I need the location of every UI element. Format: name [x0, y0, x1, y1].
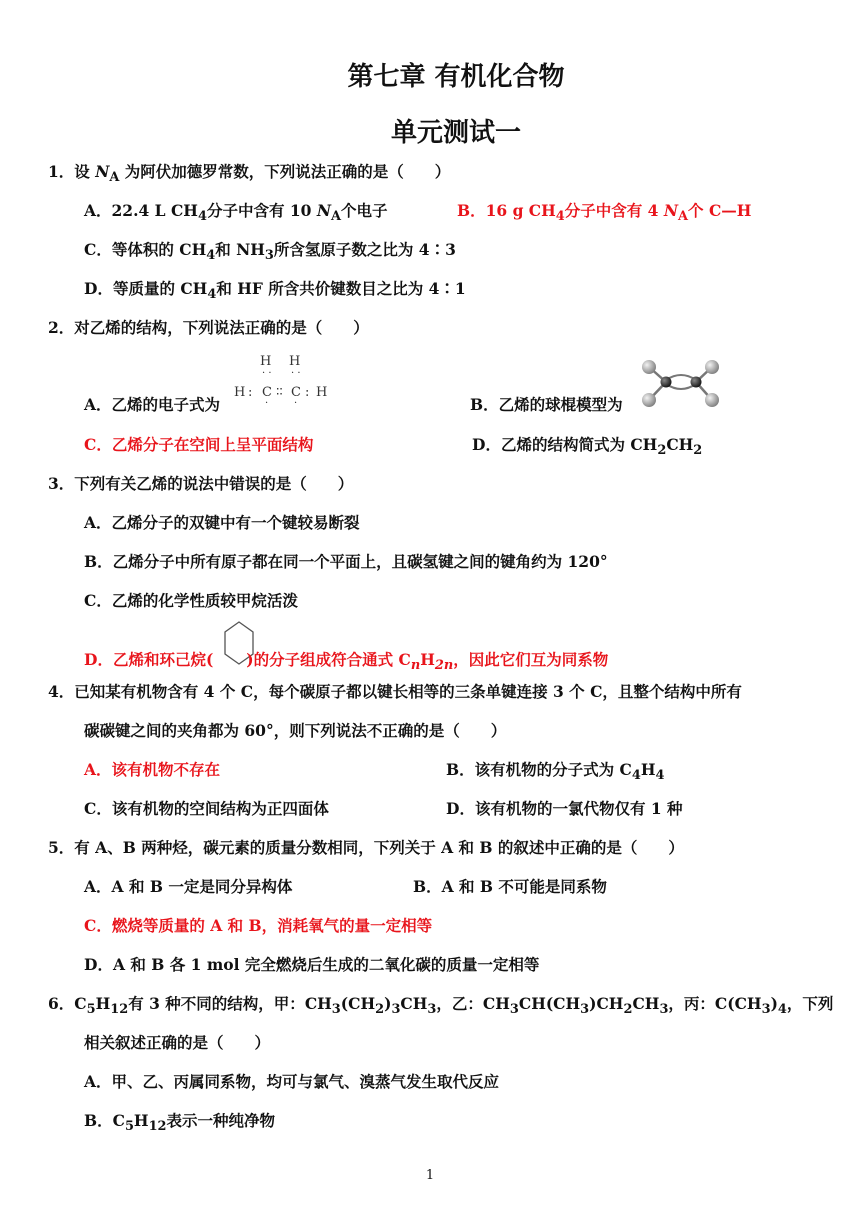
q2-option-d: D．乙烯的结构简式为 $CH_2CH_2$	[472, 435, 703, 459]
page-number: 1	[425, 1168, 435, 1183]
q4-option-d: D．该有机物的一氯代物仅有 1 种	[446, 799, 683, 818]
q1-option-a: A．22.4 L $CH_4$分子中含有 10 $N_A$个电子	[84, 201, 388, 225]
q4-stem-line1: 4．已知某有机物含有 4 个 C，每个碳原子都以键长相等的三条单键连接 3 个 C，且整个结构中所有	[48, 682, 742, 701]
q5-option-a: A．A 和 B 一定是同分异构体	[84, 877, 293, 896]
q5-option-c: C．燃烧等质量的 A 和 B，消耗氧气的量一定相等	[84, 916, 433, 935]
q4-option-c: C．该有机物的空间结构为正四面体	[84, 799, 329, 818]
q6-option-a: A．甲、乙、丙属同系物，均可与氯气、溴蒸气发生取代反应	[84, 1072, 500, 1091]
q5-stem: 5．有 A、B 两种烃，碳元素的质量分数相同，下列关于 A 和 B 的叙述中正确的是（ ）	[48, 838, 684, 857]
q1-stem: 1．设 $N_A$ 为阿伏加德罗常数，下列说法正确的是（ ）	[48, 162, 451, 186]
page-title: 第七章 有机化合物	[347, 62, 565, 92]
q4-option-b: B．该有机物的分子式为 $C_4H_4$	[446, 760, 665, 784]
q1-option-b: B．16 g $CH_4$分子中含有 4 $N_A$个 C—H	[457, 201, 752, 225]
page-subtitle: 单元测试一	[390, 118, 521, 148]
q6-option-b: B．$C_5H_{12}$表示一种纯净物	[84, 1111, 276, 1135]
q5-option-d: D．A 和 B 各 1 mol 完全燃烧后生成的二氧化碳的质量一定相等	[84, 955, 540, 974]
q2-stem: 2．对乙烯的结构，下列说法正确的是（ ）	[48, 318, 369, 337]
q6-stem-line2: 相关叙述正确的是（ ）	[84, 1033, 271, 1052]
q4-stem-line2: 碳碳键之间的夹角都为 60°，则下列说法不正确的是（ ）	[84, 721, 507, 740]
q2-option-a: A．乙烯的电子式为	[84, 395, 221, 414]
q3-option-a: A．乙烯分子的双键中有一个键较易断裂	[84, 513, 360, 532]
q3-stem: 3．下列有关乙烯的说法中错误的是（ ）	[48, 474, 354, 493]
q2-option-c: C．乙烯分子在空间上呈平面结构	[84, 435, 314, 454]
q5-option-b: B．A 和 B 不可能是同系物	[413, 877, 607, 896]
q1-option-c: C．等体积的 $CH_4$和 $NH_3$所含氢原子数之比为 4∶3	[84, 240, 456, 264]
q4-option-a: A．该有机物不存在	[84, 760, 221, 779]
q2-option-b: B．乙烯的球棍模型为	[470, 395, 623, 414]
q1-option-d: D．等质量的 $CH_4$和 HF 所含共价键数目之比为 4∶1	[84, 279, 466, 303]
ethylene-electron-formula: H H · · · · H : C ∶∶ C : H · ·	[234, 354, 328, 409]
q3-option-d: D．乙烯和环己烷( )的分子组成符合通式 $C_nH_{2n}$，因此它们互为同系物	[84, 650, 609, 674]
q3-option-c: C．乙烯的化学性质较甲烷活泼	[84, 591, 298, 610]
q6-stem-line1: 6．$C_5H_{12}$有 3 种不同的结构，甲：$CH_3(CH_2)_3CH_3$，乙：$CH_3CH(CH_3)CH_2CH_3$，丙：$C(CH_3)_4$，下列	[48, 994, 834, 1018]
q3-option-b: B．乙烯分子中所有原子都在同一个平面上，且碳氢键之间的键角约为 120°	[84, 552, 608, 571]
ethylene-ball-stick-model	[640, 356, 722, 412]
